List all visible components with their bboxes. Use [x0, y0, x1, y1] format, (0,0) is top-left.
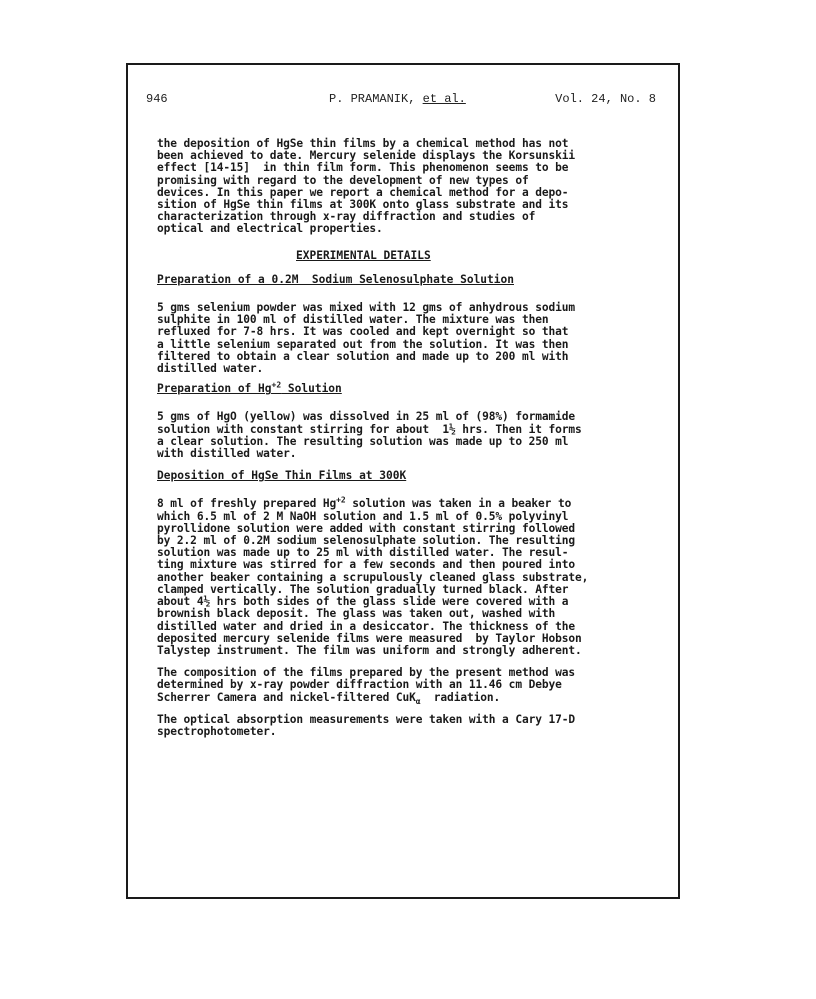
text-line: a clear solution. The resulting solution was made up to 250 ml	[157, 434, 569, 448]
paragraph	[157, 411, 657, 460]
text-line: about 4½ hrs both sides of the glass slide were covered with a	[157, 595, 569, 609]
superscript: +2	[336, 495, 346, 505]
text-span: radiation.	[420, 690, 501, 704]
text-line: ting mixture was stirred for a few seconds and then poured into	[157, 558, 576, 572]
section-heading: EXPERIMENTAL DETAILS	[296, 248, 431, 262]
text-line	[157, 495, 657, 511]
text-line: Talystep instrument. The film was uniform and strongly adherent.	[157, 643, 582, 657]
paragraph	[157, 714, 657, 738]
author-line	[329, 92, 466, 106]
paragraph	[157, 302, 657, 375]
text-line: optical and electrical properties.	[157, 222, 383, 236]
subsection-heading: Preparation of a 0.2M Sodium Selenosulphate Solution	[157, 272, 514, 286]
text-line: determined by x-ray powder diffraction with an 11.46 cm Debye	[157, 678, 562, 692]
text-line: which 6.5 ml of 2 M NaOH solution and 1.5 ml of 0.5% polyvinyl	[157, 509, 569, 523]
text-line: pyrollidone solution were added with constant stirring followed	[157, 521, 576, 535]
volume-info: Vol. 24, No. 8	[555, 92, 656, 106]
text-span: solution was taken in a beaker to	[345, 497, 572, 511]
text-span: Scherrer Camera and nickel-filtered CuK	[157, 690, 416, 704]
subsection-heading	[157, 380, 657, 396]
text-line: clamped vertically. The solution gradually turned black. After	[157, 582, 569, 596]
text-line: the deposition of HgSe thin films by a chemical method has not	[157, 137, 569, 150]
heading-text: Solution	[281, 382, 342, 396]
text-line: with distilled water.	[157, 447, 297, 461]
paragraph	[157, 495, 657, 657]
text-line: spectrophotometer.	[157, 724, 277, 738]
text-line: 5 gms selenium powder was mixed with 12 gms of anhydrous sodium	[157, 301, 576, 315]
text-line: The composition of the films prepared by the present method was	[157, 666, 576, 680]
text-line: characterization through x-ray diffraction and studies of	[157, 210, 536, 224]
text-line: been achieved to date. Mercury selenide displays the Korsunskii	[157, 149, 576, 163]
text-line: solution was made up to 25 ml with distilled water. The resul-	[157, 546, 569, 560]
text-line: distilled water and dried in a desiccator. The thickness of the	[157, 619, 576, 633]
authors: P. PRAMANIK,	[329, 92, 416, 106]
text-line: solution with constant stirring for about 1½ hrs. Then it forms	[157, 422, 582, 436]
text-line: 5 gms of HgO (yellow) was dissolved in 25 ml of (98%) formamide	[157, 410, 576, 424]
text-line: devices. In this paper we report a chemical method for a depo-	[157, 185, 569, 199]
text-line	[157, 692, 657, 704]
superscript: +2	[271, 380, 282, 390]
text-line: a little selenium separated out from the solution. It was then	[157, 337, 569, 351]
page-number: 946	[146, 92, 168, 106]
subscript: α	[415, 696, 421, 706]
text-line: sulphite in 100 ml of distilled water. The mixture was then	[157, 313, 549, 327]
text-line: promising with regard to the development of new types of	[157, 173, 529, 187]
text-line: another beaker containing a scrupulously cleaned glass substrate,	[157, 570, 589, 584]
text-line: by 2.2 ml of 0.2M sodium selenosulphate solution. The resulting	[157, 534, 576, 548]
text-line: distilled water.	[157, 362, 264, 376]
paragraph	[157, 667, 657, 704]
text-line: deposited mercury selenide films were measured by Taylor Hobson	[157, 631, 582, 645]
text-line: sition of HgSe thin films at 300K onto glass substrate and its	[157, 198, 569, 212]
article-body	[157, 138, 657, 738]
text-line: refluxed for 7-8 hrs. It was cooled and kept overnight so that	[157, 325, 569, 339]
text-line: effect [14-15] in thin film form. This phenomenon seems to be	[157, 161, 569, 175]
heading-text: Preparation of Hg	[157, 382, 272, 396]
text-line: brownish black deposit. The glass was taken out, washed with	[157, 607, 556, 621]
running-header	[146, 92, 656, 108]
et-al: et al.	[422, 92, 466, 106]
text-line: filtered to obtain a clear solution and made up to 200 ml with	[157, 349, 569, 363]
intro-paragraph	[157, 138, 657, 236]
subsection-heading: Deposition of HgSe Thin Films at 300K	[157, 469, 407, 483]
text-line: The optical absorption measurements were taken with a Cary 17-D	[157, 712, 576, 726]
text-span: 8 ml of freshly prepared Hg	[157, 497, 337, 511]
